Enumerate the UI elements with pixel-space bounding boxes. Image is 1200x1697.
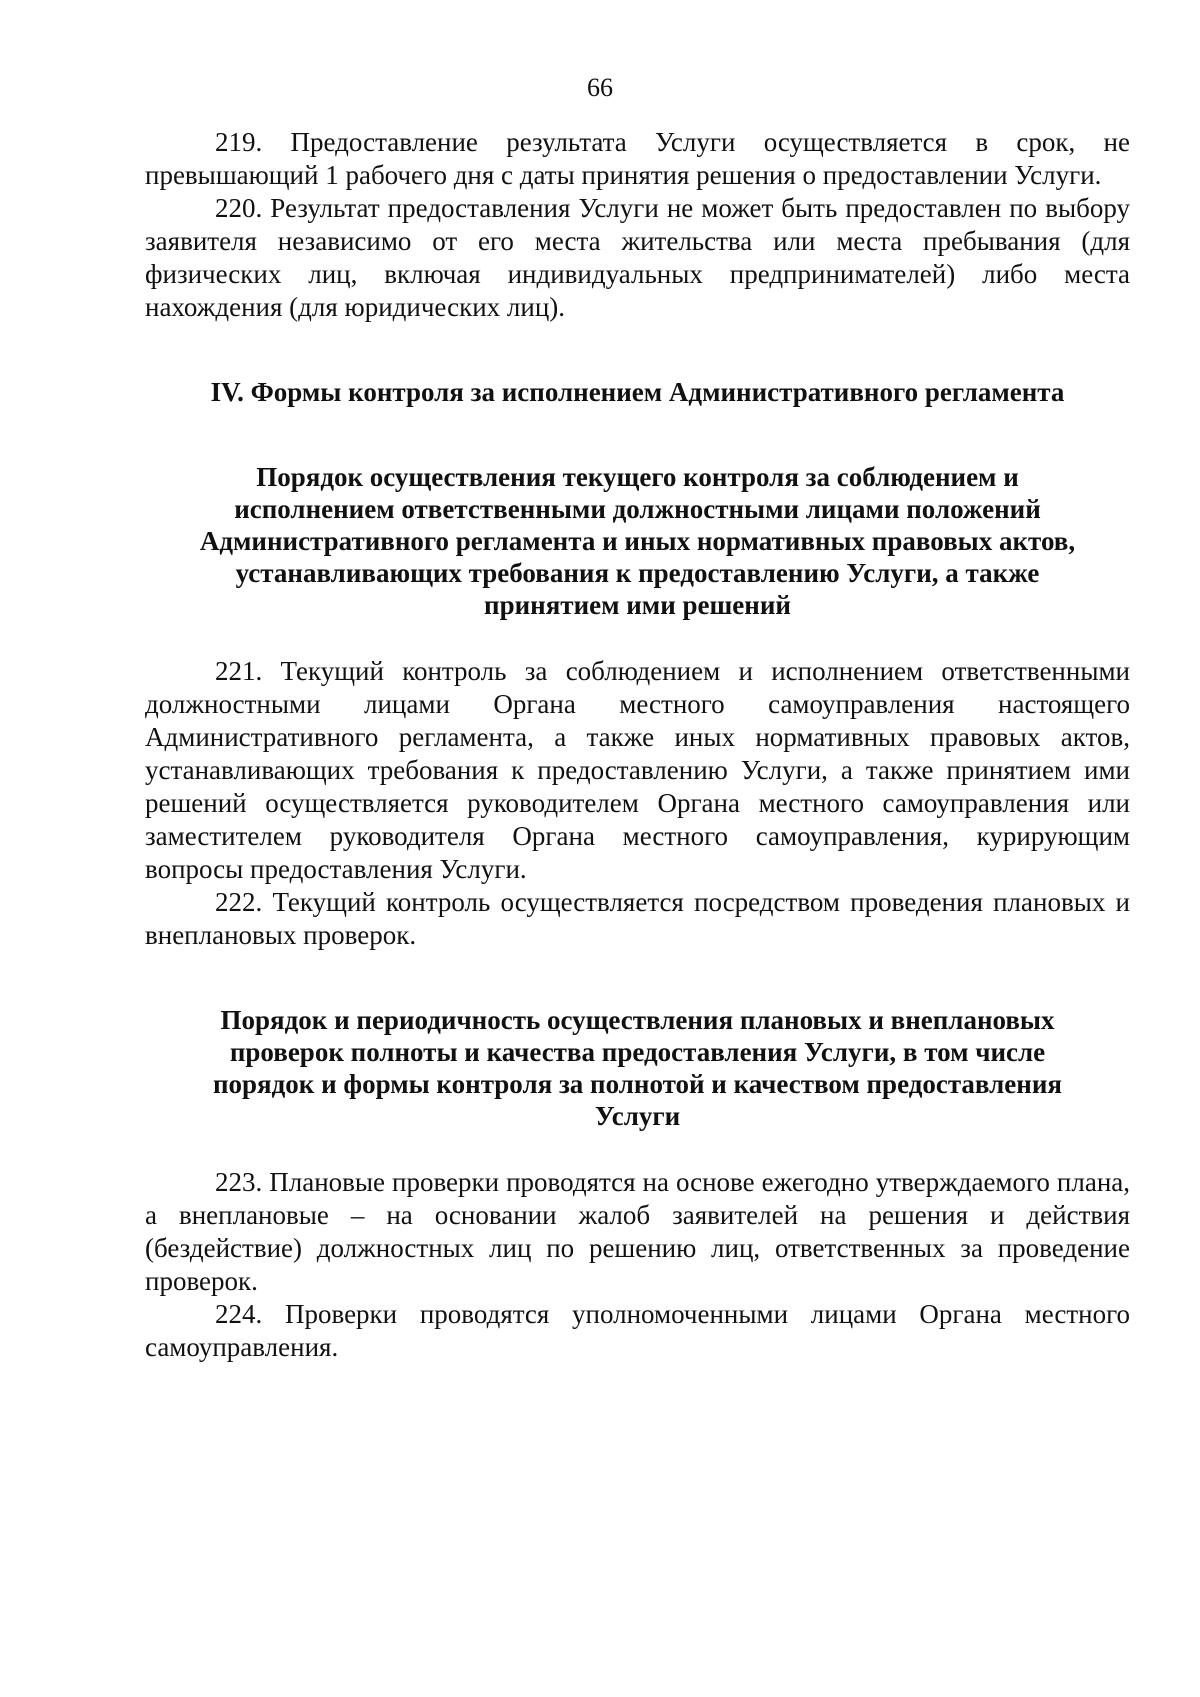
subsection-title-current-control: Порядок осуществления текущего контроля за соблюдением и исполнением ответственными должностными лицами положений Административного регламента и иных нормативных правовых актов, устанавливающих требования к предоставлению Услуги, а также принятием ими решений [199,462,1076,620]
section-title: IV. Формы контроля за исполнением Административного регламента [210,377,1065,407]
page-number: 66 [587,73,613,102]
document-body [145,126,1130,1364]
paragraph-220: 220. Результат предоставления Услуги не может быть предоставлен по выбору заявителя независимо от его места жительства или места пребывания (для физических лиц, включая индивидуальных предпринимателей) либо места нахождения (для юридических лиц). [145,193,1130,322]
paragraph-223: 223. Плановые проверки проводятся на основе ежегодно утверждаемого плана, а внеплановые – на основании жалоб заявителей на решения и действия (бездействие) должностных лиц по решению лиц, ответственных за проведение проверок. [145,1167,1130,1296]
paragraph-219: 219. Предоставление результата Услуги осуществляется в срок, не превышающий 1 рабочего дня с даты принятия решения о предоставлении Услуги. [145,127,1130,190]
paragraph-224: 224. Проверки проводятся уполномоченными лицами Органа местного самоуправления. [145,1299,1130,1362]
paragraph-222: 222. Текущий контроль осуществляется посредством проведения плановых и внеплановых проверок. [145,887,1130,950]
subsection-title-inspections: Порядок и периодичность осуществления плановых и внеплановых проверок полноты и качества предоставления Услуги, в том числе порядок и формы контроля за полнотой и качеством предоставления Услуги [212,1005,1063,1131]
paragraph-221: 221. Текущий контроль за соблюдением и исполнением ответственными должностными лицами Органа местного самоуправления настоящего Административного регламента, а также иных нормативных правовых актов, устанавливающих требования к предоставлению Услуги, а также принятием ими решений осуществляется руководителем Органа местного самоуправления или заместителем руководителя Органа местного самоуправления, курирующим вопросы предоставления Услуги. [145,656,1130,884]
